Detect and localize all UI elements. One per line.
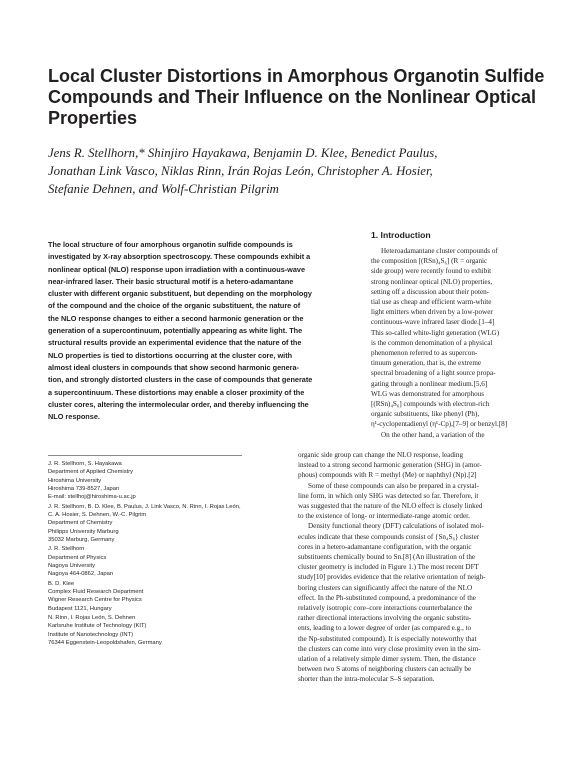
body-text-line: phenomenon referred to as supercon- [371, 349, 478, 358]
body-text-line: tinuum generation, that is, the extreme [371, 359, 482, 368]
abstract-line: a supercontinuum. These distortions may enable a closer proximity of the [48, 387, 305, 397]
abstract-line: structural results provide an experimental evidence that the nature of the [48, 338, 302, 348]
body-text-line: the Np-substituted compound). It is especially noteworthy that [298, 634, 477, 643]
body-text-line: line form, in which only SHG was detected so far. Therefore, it [298, 491, 479, 500]
affiliation-line: 35032 Marburg, Germany [48, 536, 115, 543]
affiliation-line: E-mail: stellhoj@hiroshima-u.ac.jp [48, 494, 136, 501]
body-text-line: relatively isotropic core–core interactions counterbalance the [298, 604, 473, 613]
affiliation-line: Department of Applied Chemistry [48, 469, 134, 476]
affiliation-line: Institute of Nanotechnology (INT) [48, 631, 134, 638]
abstract [48, 239, 346, 423]
affiliation-line: N. Rinn, I. Rojas León, S. Dehnen [48, 615, 136, 622]
body-text-line: rather directional interactions involving the organic substitu- [298, 614, 472, 623]
title-line: Compounds and Their Influence on the Nonlinear Optical [48, 87, 537, 107]
affiliation-line: J. R. Stellhorn [48, 546, 85, 553]
body-text-line: tial use as cheap and efficient warm-white [371, 298, 492, 307]
body-text-line: ents, leading to a lower degree of order (as compared e.g., to [298, 624, 472, 633]
author-line: Jens R. Stellhorn,* Shinjiro Hayakawa, Benjamin D. Klee, Benedict Paulus, [48, 146, 438, 160]
body-text-line: Some of these compounds can also be prepared in a crystal- [308, 481, 479, 490]
title-line: Local Cluster Distortions in Amorphous Organotin Sulfide [48, 66, 545, 86]
affiliation-line: B. D. Klee [48, 580, 75, 587]
body-text-line: organic substituents, like phenyl (Ph), [371, 410, 480, 419]
body-text-line: study[10] provides evidence that the relative orientation of neigh- [298, 573, 486, 582]
abstract-line: near-infrared laser. Their basic structural motif is a hetero-adamantane [48, 276, 294, 286]
body-text-line: between two S atoms of neighboring clusters can actually be [298, 665, 472, 674]
abstract-line: almost ideal clusters in compounds that show second harmonic genera- [48, 362, 299, 372]
body-text-line: to the existence of long- or intermediate-range atomic order. [298, 512, 470, 521]
abstract-line: NLO response. [48, 412, 100, 422]
body-text-line: shorter than the intra-molecular S–S separation. [298, 675, 435, 684]
author-line: Jonathan Link Vasco, Niklas Rinn, Irán Rojas León, Christopher A. Hosier, [48, 164, 433, 178]
body-text-line: ulation of a relatively simple dimer system. Then, the distance [298, 655, 476, 664]
body-text-line: is the common denomination of a physical [371, 338, 493, 347]
affiliation-divider [48, 455, 242, 456]
affiliations [48, 460, 248, 648]
body-text-line: boring clusters can significantly affect the nature of the NLO [298, 583, 473, 592]
affiliation-block [48, 580, 248, 613]
body-text-line: effect. In the Ph-substituted compound, a predominance of the [298, 593, 476, 602]
body-text-line: Heteroadamantane cluster compounds of [381, 247, 498, 255]
affiliation-line: Budapest 1121, Hungary [48, 605, 112, 612]
affiliation-line: Department of Physics [48, 554, 107, 561]
body-text-line: WLG was demonstrated for amorphous [371, 389, 485, 398]
affiliation-line: Philipps University Marburg [48, 528, 119, 535]
affiliation-line: Karlsruhe Institute of Technology (KIT) [48, 623, 147, 630]
abstract-line: of the compound and the choice of the organic substituent, the nature of [48, 301, 301, 311]
affiliation-line: Nagoya University [48, 562, 96, 569]
abstract-line: cluster with different organic substituent, but depending on the morphology [48, 289, 312, 299]
body-text-line: the composition [(RSn)₄S₆] (R = organic [371, 257, 488, 266]
abstract-line: cluster cores, altering the intermolecular order, and thereby influencing the [48, 399, 309, 409]
affiliation-line: Hiroshima University [48, 477, 102, 484]
affiliation-line: Wigner Research Centre for Physics [48, 597, 142, 604]
abstract-line: NLO properties is tied to distortions occurring at the cluster core, with [48, 350, 293, 360]
article-title [48, 66, 545, 129]
body-text-line: organic side group can change the NLO response, leading [298, 451, 464, 459]
abstract-line: generation of a supercontinuum, potentially appearing as white light. The [48, 326, 303, 336]
abstract-line: investigated by X-ray absorption spectroscopy. These compounds exhibit a [48, 252, 311, 262]
body-text-line: ecules indicate that these compounds consist of {Sn₄S₆} cluster [298, 532, 480, 541]
body-text-line: [(RSn)₄S₆] compounds with electron-rich [371, 400, 490, 409]
section-heading: 1. Introduction [371, 230, 431, 240]
body-text-line: This so-called white-light generation (WLG) [371, 328, 500, 337]
body-text-line: setting off a discussion about their poten- [371, 287, 490, 296]
body-text-line: light emitters when driven by a low-power [371, 308, 493, 317]
affiliation-line: J. R. Stellhorn, S. Hayakawa [48, 461, 122, 467]
body-text-line: continuous-wave infrared laser diode.[1–4] [371, 318, 495, 327]
body-text-line: was suggested that the nature of the NLO effect is closely linked [298, 502, 483, 511]
body-text-line: strong nonlinear optical (NLO) properties, [371, 277, 493, 286]
author-line: Stefanie Dehnen, and Wolf-Christian Pilgrim [48, 182, 279, 196]
intro-wide-column [298, 450, 534, 685]
body-text-line: substituents chemically bound to Sn.[8] (An illustration of the [298, 553, 476, 562]
abstract-line: tion, and strongly distorted clusters in the case of compounds that generate [48, 375, 313, 385]
affiliation-line: Department of Chemistry [48, 520, 113, 527]
affiliation-block [48, 460, 248, 501]
affiliation-block [48, 545, 248, 578]
body-text-line: Density functional theory (DFT) calculations of isolated mol- [308, 522, 484, 531]
affiliation-line: Nagoya 464-0862, Japan [48, 571, 114, 578]
abstract-line: nonlinear optical (NLO) response upon irradiation with a continuous-wave [48, 264, 306, 274]
affiliation-line: C. A. Hosier, S. Dehnen, W.-C. Pilgrim [48, 511, 147, 518]
affiliation-line: 76344 Eggenstein-Leopoldshafen, Germany [48, 639, 162, 646]
body-text-line: instead to a strong second harmonic generation (SHG) in (amor- [298, 461, 482, 470]
body-text-line: η¹-cyclopentadienyl (η¹-Cp),[7–9] or benzyl.[8] [371, 420, 508, 429]
abstract-line: The local structure of four amorphous organotin sulfide compounds is [48, 240, 293, 249]
affiliation-line: Complex Fluid Research Department [48, 589, 144, 596]
title-line: Properties [48, 108, 138, 128]
affiliation-block [48, 614, 248, 647]
body-text-line: spectral broadening of a light source propa- [371, 369, 496, 378]
body-text-line: phous) compounds with R = methyl (Me) or naphthyl (Np).[2] [298, 471, 477, 480]
author-list [48, 144, 538, 198]
body-text-line: the clusters can come into very close proximity even in the sim- [298, 644, 481, 653]
affiliation-block [48, 503, 248, 544]
body-text-line: gating through a nonlinear medium.[5,6] [371, 379, 488, 388]
intro-narrow-column [371, 246, 531, 440]
abstract-line: the NLO response changes to either a second harmonic generation or the [48, 313, 304, 323]
body-text-line: cluster geometry is included in Figure 1.) The most recent DFT [298, 563, 479, 572]
body-text-line: On the other hand, a variation of the [381, 430, 485, 439]
body-text-line: cores in a hetero-adamantane configuration, with the organic [298, 542, 472, 551]
affiliation-line: J. R. Stellhorn, B. D. Klee, B. Paulus, J. Link Vasco, N. Rinn, I. Rojas León, [48, 503, 241, 510]
affiliation-line: Hiroshima 739-8527, Japan [48, 485, 120, 492]
body-text-line: side group) were recently found to exhibit [371, 267, 492, 276]
